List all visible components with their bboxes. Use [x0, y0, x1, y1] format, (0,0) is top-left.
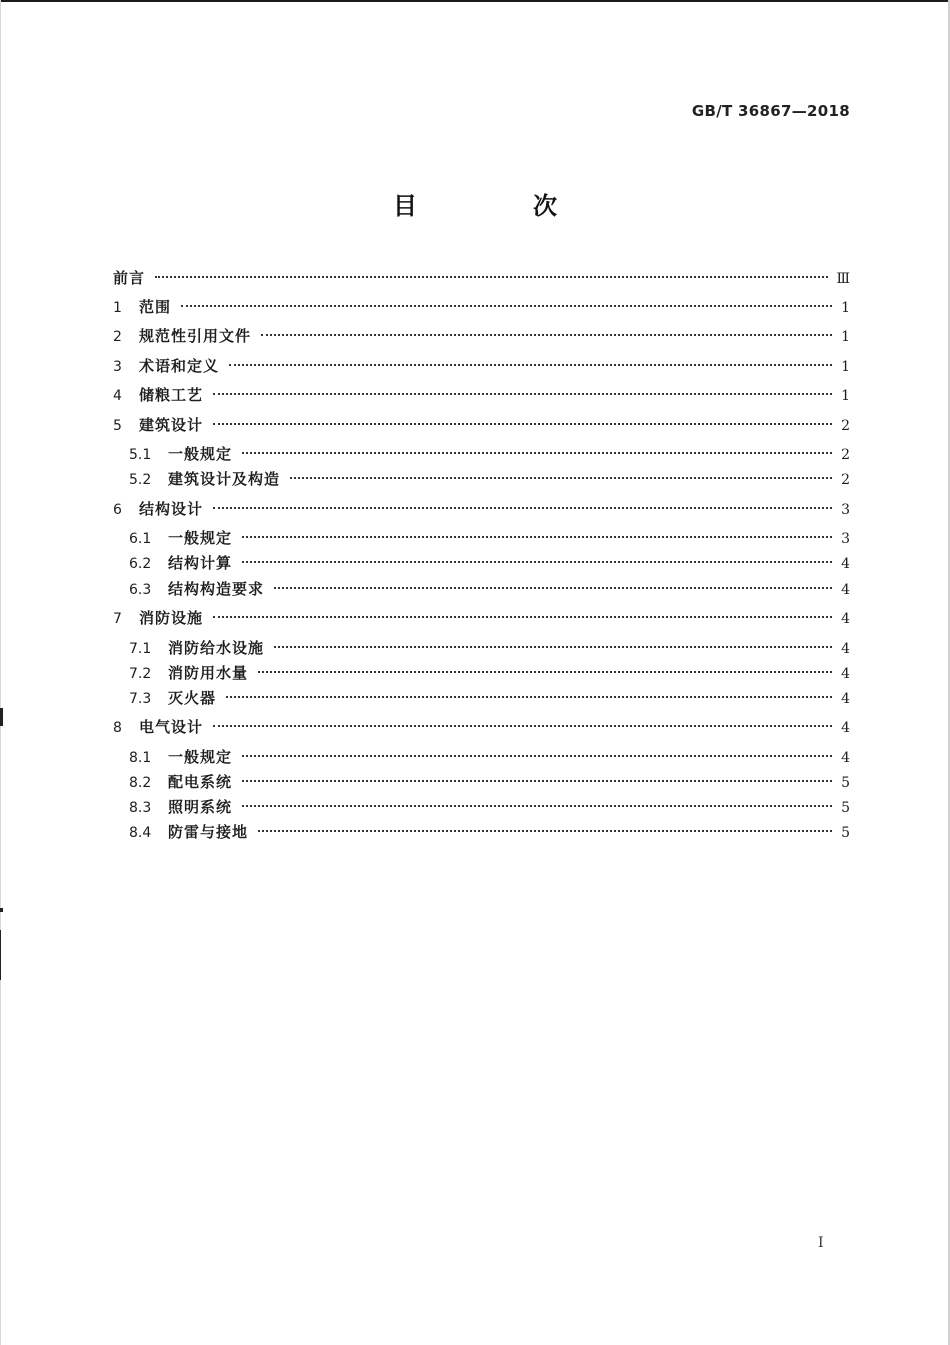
- toc-dot-leader: [290, 477, 832, 479]
- toc-entry-number: 3: [113, 359, 122, 375]
- toc-entry-number: 8.2: [129, 775, 152, 791]
- toc-entry-page: 4: [841, 611, 850, 627]
- toc-entry[interactable]: [113, 498, 850, 520]
- toc-entry-label: 范围: [139, 298, 172, 316]
- toc-entry-page: 1: [841, 300, 850, 316]
- toc-dot-leader: [181, 305, 832, 307]
- toc-entry-label: 一般规定: [168, 529, 233, 547]
- toc-entry-number: 6.3: [129, 582, 152, 598]
- toc-entry[interactable]: [129, 662, 850, 684]
- page-title: 目 次: [393, 192, 603, 220]
- toc-entry-number: 8.4: [129, 825, 152, 841]
- toc-entry[interactable]: [129, 468, 850, 490]
- toc-entry-label: 结构设计: [139, 500, 204, 518]
- toc-entry[interactable]: [129, 771, 850, 793]
- toc-entry-page: 5: [841, 825, 850, 841]
- toc-entry[interactable]: [113, 716, 850, 738]
- document-id: GB/T 36867—2018: [691, 102, 850, 120]
- toc-entry-page: 4: [841, 641, 850, 657]
- toc-entry-number: 7.1: [129, 641, 152, 657]
- toc-entry-page: 1: [841, 388, 850, 404]
- toc-entry[interactable]: [129, 796, 850, 818]
- toc-entry-label: 术语和定义: [139, 357, 220, 375]
- toc-dot-leader: [258, 830, 832, 832]
- toc-dot-leader: [242, 536, 832, 538]
- toc-entry-page: 3: [841, 502, 850, 518]
- toc-entry-page: 4: [841, 691, 850, 707]
- toc-entry-label: 前言: [113, 269, 146, 287]
- toc-dot-leader: [274, 646, 832, 648]
- toc-entry-label: 灭火器: [168, 689, 217, 707]
- toc-entry-page: 5: [841, 775, 850, 791]
- toc-dot-leader: [242, 561, 832, 563]
- toc-entry-number: 5.1: [129, 447, 152, 463]
- toc-entry-label: 照明系统: [168, 798, 233, 816]
- toc-entry[interactable]: [113, 607, 850, 629]
- toc-entry-label: 防雷与接地: [168, 823, 249, 841]
- toc-entry-label: 结构计算: [168, 554, 233, 572]
- scan-mark: [0, 930, 1, 980]
- toc-dot-leader: [242, 755, 832, 757]
- toc-dot-leader: [226, 696, 832, 698]
- toc-entry-number: 6: [113, 502, 122, 518]
- toc-entry[interactable]: [129, 637, 850, 659]
- toc-entry-number: 8.3: [129, 800, 152, 816]
- toc-entry-number: 2: [113, 329, 122, 345]
- toc-entry[interactable]: [129, 552, 850, 574]
- toc-entry-number: 8.1: [129, 750, 152, 766]
- toc-dot-leader: [213, 725, 832, 727]
- toc-entry-page: 4: [841, 556, 850, 572]
- toc-dot-leader: [274, 587, 832, 589]
- toc-entry-label: 一般规定: [168, 748, 233, 766]
- toc-entry-number: 7.2: [129, 666, 152, 682]
- toc-entry[interactable]: [113, 267, 850, 289]
- toc-entry-label: 储粮工艺: [139, 386, 204, 404]
- toc-dot-leader: [155, 276, 828, 278]
- toc-entry-page: 4: [841, 582, 850, 598]
- toc-entry-page: 1: [841, 329, 850, 345]
- toc-entry[interactable]: [129, 578, 850, 600]
- toc-entry-page: 4: [841, 720, 850, 736]
- toc-dot-leader: [213, 616, 832, 618]
- toc-entry[interactable]: [129, 527, 850, 549]
- toc-entry-label: 消防用水量: [168, 664, 249, 682]
- toc-entry[interactable]: [113, 355, 850, 377]
- toc-entry-number: 5.2: [129, 472, 152, 488]
- toc-dot-leader: [213, 423, 832, 425]
- toc-entry[interactable]: [129, 821, 850, 843]
- toc-entry-label: 消防设施: [139, 609, 204, 627]
- toc-entry-page: Ⅲ: [836, 271, 850, 287]
- toc-entry[interactable]: [129, 746, 850, 768]
- toc-entry-number: 7.3: [129, 691, 152, 707]
- toc-entry[interactable]: [129, 687, 850, 709]
- toc-dot-leader: [213, 393, 832, 395]
- toc-entry[interactable]: [113, 296, 850, 318]
- scan-mark: [0, 708, 3, 726]
- toc-entry-page: 1: [841, 359, 850, 375]
- page-number: I: [818, 1235, 824, 1251]
- toc-entry-label: 建筑设计: [139, 416, 204, 434]
- toc-entry-label: 结构构造要求: [168, 580, 265, 598]
- toc-entry-number: 6.1: [129, 531, 152, 547]
- toc-entry-number: 4: [113, 388, 122, 404]
- toc-dot-leader: [229, 364, 832, 366]
- toc-entry-label: 规范性引用文件: [139, 327, 252, 345]
- scan-mark: [0, 908, 3, 912]
- toc-entry[interactable]: [113, 414, 850, 436]
- toc-entry[interactable]: [113, 325, 850, 347]
- toc-entry-label: 配电系统: [168, 773, 233, 791]
- toc-entry[interactable]: [113, 384, 850, 406]
- toc-entry-page: 3: [841, 531, 850, 547]
- toc-entry-label: 电气设计: [139, 718, 204, 736]
- toc-entry-page: 4: [841, 750, 850, 766]
- toc-entry-page: 2: [841, 447, 850, 463]
- toc-dot-leader: [261, 334, 832, 336]
- toc-entry-page: 5: [841, 800, 850, 816]
- toc-dot-leader: [258, 671, 832, 673]
- toc-entry-number: 6.2: [129, 556, 152, 572]
- toc-entry-page: 2: [841, 418, 850, 434]
- toc-entry-page: 4: [841, 666, 850, 682]
- toc-entry-page: 2: [841, 472, 850, 488]
- toc-dot-leader: [213, 507, 832, 509]
- toc-dot-leader: [242, 805, 832, 807]
- toc-entry[interactable]: [129, 443, 850, 465]
- toc-dot-leader: [242, 452, 832, 454]
- toc-entry-label: 消防给水设施: [168, 639, 265, 657]
- toc-entry-label: 一般规定: [168, 445, 233, 463]
- toc-dot-leader: [242, 780, 832, 782]
- toc-entry-number: 5: [113, 418, 122, 434]
- toc-entry-number: 8: [113, 720, 122, 736]
- toc-entry-number: 7: [113, 611, 122, 627]
- toc-entry-label: 建筑设计及构造: [168, 470, 281, 488]
- page-top-edge: [0, 0, 950, 2]
- toc-entry-number: 1: [113, 300, 122, 316]
